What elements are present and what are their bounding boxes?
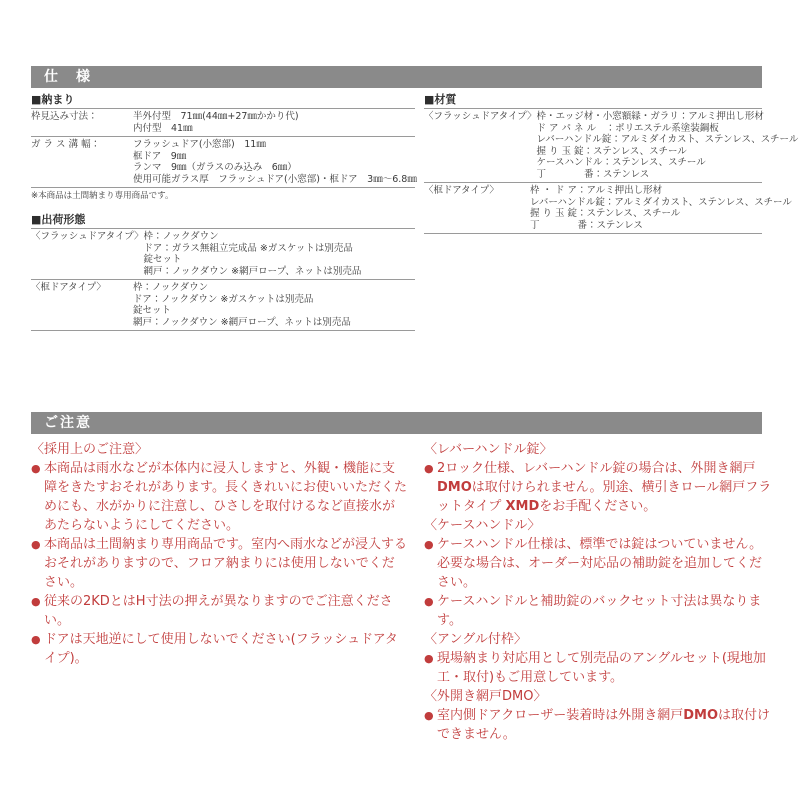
row-value-line: 丁 番：ステンレス <box>530 219 643 231</box>
caution-text: 2ロック仕様、レバーハンドル錠の場合は、外開き網戸DMOは取付けられません。別途、横引きロール網戸フラットタイプ XMDをお手配ください。 <box>437 461 772 514</box>
bold-product-code: XMD <box>505 499 540 514</box>
bullet-icon: ● <box>424 595 434 608</box>
row-value-line: フラッシュドア(小窓部) 11㎜ <box>133 139 266 150</box>
bullet-icon: ● <box>424 652 434 665</box>
row-value-line: 錠セット <box>133 305 172 316</box>
caution-text: 従来の2KDとはH寸法の押えが異なりますのでご注意ください。 <box>44 594 393 628</box>
bullet-icon: ● <box>424 462 434 475</box>
spec-right-column <box>424 93 799 234</box>
caution-left-column <box>31 440 407 668</box>
bold-product-code: DMO <box>437 480 472 495</box>
spec-section-header: 仕 様 <box>31 66 762 88</box>
row-value-line: 網戸：ノックダウン ※網戸ロープ、ネットは別売品 <box>143 265 362 277</box>
row-value-line: ドア：ガラス無組立完成品 ※ガスケットは別売品 <box>143 242 353 254</box>
table-row <box>31 229 415 280</box>
caution-text: 本商品は土間納まり専用商品です。室内へ雨水などが浸入するおそれがありますので、フロア納まりには使用しないでください。 <box>44 537 407 590</box>
caution-text: ドアは天地逆にして使用しないでください(フラッシュドアタイプ)。 <box>44 632 398 666</box>
row-value-line: 握 り 玉 錠：ステンレス、スチール <box>536 145 687 157</box>
row-value-line: ドア：ノックダウン ※ガスケットは別売品 <box>133 293 314 305</box>
table-row <box>424 109 799 183</box>
caution-text: 現場納まり対応用として別売品のアングルセット(現地加工・取付)もご用意しています。 <box>437 651 766 685</box>
row-value-line: 枠：ノックダウン <box>143 231 219 242</box>
row-label: 枠見込み寸法： <box>31 111 98 122</box>
caution-bullet <box>31 630 407 668</box>
caution-bullet <box>424 592 774 630</box>
caution-bullet <box>31 459 407 535</box>
bullet-icon: ● <box>31 538 41 551</box>
caution-bullet <box>31 535 407 592</box>
shipping-title: ■出荷形態 <box>31 213 415 229</box>
bold-product-code: DMO <box>683 708 719 723</box>
caution-text: ケースハンドルと補助錠のバックセット寸法は異なります。 <box>437 594 762 628</box>
caution-bullet <box>31 592 407 630</box>
caution-subtitle: 〈アングル付枠〉 <box>424 632 527 647</box>
row-value-line: 框ドア 9㎜ <box>133 150 187 162</box>
row-label: 〈フラッシュドアタイプ〉 <box>424 111 537 122</box>
caution-section-header: ご注意 <box>31 412 762 434</box>
caution-subtitle: 〈採用上のご注意〉 <box>31 442 149 457</box>
caution-bullet <box>424 649 774 687</box>
bullet-icon: ● <box>31 633 41 646</box>
row-label: 〈フラッシュドアタイプ〉 <box>31 231 144 242</box>
nosamari-note: ※本商品は土間納まり専用商品です。 <box>31 191 174 201</box>
table-row <box>31 137 415 188</box>
spec-left-column <box>31 93 415 331</box>
row-value-line: 使用可能ガラス厚 フラッシュドア(小窓部)・框ドア 3㎜〜6.8㎜ <box>133 173 417 185</box>
caution-subtitle: 〈ケースハンドル〉 <box>424 518 541 533</box>
row-value-line: 半外付型 71㎜(44㎜+27㎜かかり代) <box>133 111 299 122</box>
row-label: ガ ラ ス 溝 幅： <box>31 139 101 150</box>
row-value-line: 網戸：ノックダウン ※網戸ロープ、ネットは別売品 <box>133 316 351 328</box>
row-label: 〈框ドアタイプ〉 <box>424 185 499 196</box>
row-value-line: 枠 ・ ド ア：アルミ押出し形材 <box>530 185 663 196</box>
row-label: 〈框ドアタイプ〉 <box>31 282 106 293</box>
row-value-line: ド ア パ ネ ル ：ポリエステル系塗装鋼板 <box>536 122 719 134</box>
row-value-line: レバーハンドル錠：アルミダイカスト、ステンレス、スチール <box>530 196 792 208</box>
row-value-line: ケースハンドル：ステンレス、スチール <box>536 157 706 168</box>
bullet-icon: ● <box>31 595 41 608</box>
nosamari-title: ■納まり <box>31 93 415 109</box>
row-value-line: 枠：ノックダウン <box>133 282 209 293</box>
row-value-line: 錠セット <box>143 254 182 265</box>
caution-bullet <box>424 706 774 744</box>
caution-text: 室内側ドアクローザー装着時は外開き網戸DMOは取付けできません。 <box>437 708 771 742</box>
table-row <box>424 183 792 234</box>
row-value-line: レバーハンドル錠：アルミダイカスト、ステンレス、スチール <box>536 134 799 145</box>
caution-subtitle: 〈レバーハンドル錠〉 <box>424 442 553 457</box>
material-title: ■材質 <box>424 93 762 109</box>
row-value-line: 丁 番：ステンレス <box>536 168 650 180</box>
row-value-line: 内付型 41㎜ <box>133 122 193 134</box>
table-row <box>31 280 415 331</box>
caution-text: 本商品は雨水などが本体内に浸入しますと、外観・機能に支障をきたすおそれがあります。長くきれいにお使いいただくためにも、水がかりに注意し、ひさしを取付けるなど直接水があたらないようにしてください。 <box>44 461 407 533</box>
bullet-icon: ● <box>424 709 434 722</box>
caution-right-column <box>424 440 774 744</box>
row-value-line: ランマ 9㎜（ガラスのみ込み 6㎜） <box>133 162 297 173</box>
row-value-line: 枠・エッジ材・小窓額縁・ガラリ：アルミ押出し形材 <box>536 111 764 122</box>
caution-subtitle: 〈外開き網戸DMO〉 <box>424 689 547 704</box>
table-row <box>31 109 415 137</box>
caution-bullet <box>424 459 774 516</box>
row-value-line: 握 り 玉 錠：ステンレス、スチール <box>530 208 681 219</box>
caution-text: ケースハンドル仕様は、標準では錠はついていません。必要な場合は、オーダー対応品の補助錠を追加してください。 <box>437 537 763 590</box>
bullet-icon: ● <box>31 462 41 475</box>
caution-bullet <box>424 535 774 592</box>
bullet-icon: ● <box>424 538 434 551</box>
